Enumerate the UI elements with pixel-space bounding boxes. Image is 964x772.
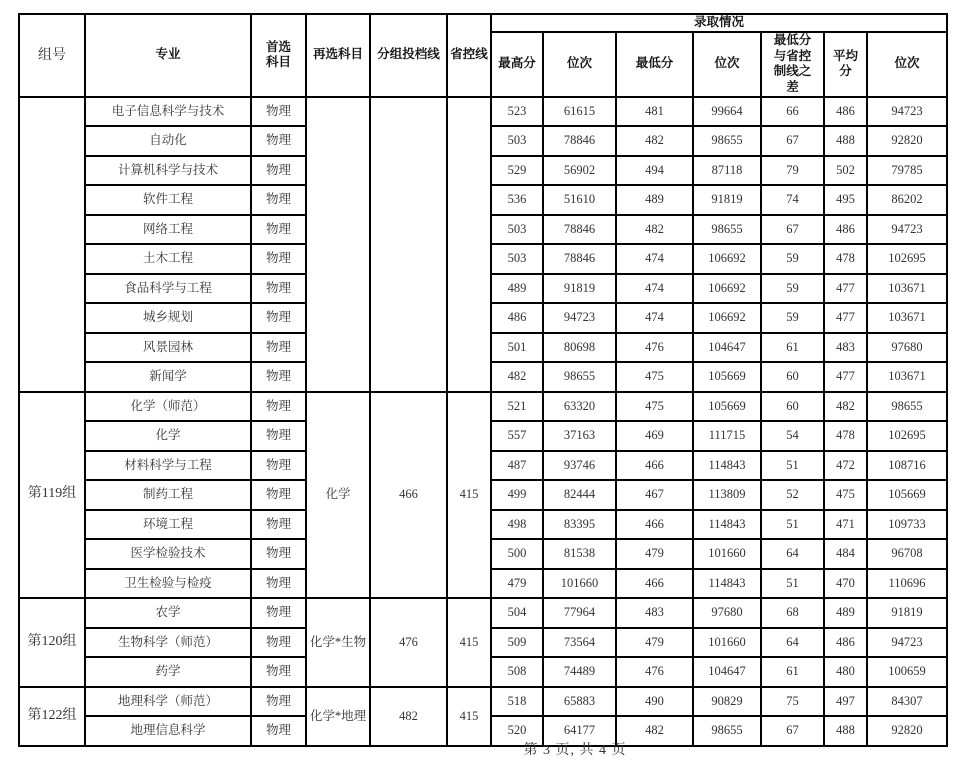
prov-line-cell: 415: [447, 598, 491, 687]
stat-cell: 105669: [693, 362, 761, 392]
stat-cell: 518: [491, 687, 543, 717]
table-row: [19, 687, 947, 717]
table-body: [19, 97, 947, 746]
stat-cell: 100659: [867, 657, 947, 687]
stat-cell: 478: [824, 244, 867, 274]
stat-cell: 500: [491, 539, 543, 569]
major-cell: 计算机科学与技术: [85, 156, 251, 186]
first-subject-cell: 物理: [251, 598, 306, 628]
stat-cell: 103671: [867, 362, 947, 392]
stat-cell: 536: [491, 185, 543, 215]
stat-cell: 488: [824, 126, 867, 156]
first-subject-cell: 物理: [251, 392, 306, 422]
stat-cell: 90829: [693, 687, 761, 717]
stat-cell: 105669: [693, 392, 761, 422]
group-no-cell: 第119组: [19, 392, 85, 599]
first-subject-cell: 物理: [251, 421, 306, 451]
stat-cell: 91819: [867, 598, 947, 628]
stat-cell: 97680: [693, 598, 761, 628]
stat-cell: 467: [616, 480, 693, 510]
group-line-cell: 482: [370, 687, 447, 746]
major-cell: 制药工程: [85, 480, 251, 510]
first-subject-cell: 物理: [251, 480, 306, 510]
stat-cell: 68: [761, 598, 824, 628]
stat-cell: 475: [824, 480, 867, 510]
first-subject-cell: 物理: [251, 97, 306, 127]
stat-cell: 113809: [693, 480, 761, 510]
first-subject-cell: 物理: [251, 274, 306, 304]
stat-cell: 60: [761, 392, 824, 422]
group-line-cell: 466: [370, 392, 447, 599]
stat-cell: 489: [616, 185, 693, 215]
first-subject-cell: 物理: [251, 215, 306, 245]
major-cell: 地理信息科学: [85, 716, 251, 746]
major-cell: 农学: [85, 598, 251, 628]
stat-cell: 504: [491, 598, 543, 628]
major-cell: 风景园林: [85, 333, 251, 363]
first-subject-cell: 物理: [251, 628, 306, 658]
stat-cell: 78846: [543, 126, 616, 156]
header-prov-line: 省控线: [447, 14, 491, 97]
stat-cell: 64177: [543, 716, 616, 746]
header-first-subject: 首选科目: [251, 14, 306, 97]
header-avg-rank: 位次: [867, 32, 947, 97]
stat-cell: 466: [616, 569, 693, 599]
stat-cell: 93746: [543, 451, 616, 481]
first-subject-cell: 物理: [251, 333, 306, 363]
stat-cell: 67: [761, 716, 824, 746]
major-cell: 土木工程: [85, 244, 251, 274]
stat-cell: 114843: [693, 451, 761, 481]
stat-cell: 476: [616, 657, 693, 687]
stat-cell: 51610: [543, 185, 616, 215]
stat-cell: 523: [491, 97, 543, 127]
major-cell: 卫生检验与检疫: [85, 569, 251, 599]
stat-cell: 104647: [693, 657, 761, 687]
stat-cell: 114843: [693, 510, 761, 540]
stat-cell: 474: [616, 244, 693, 274]
stat-cell: 508: [491, 657, 543, 687]
major-cell: 软件工程: [85, 185, 251, 215]
stat-cell: 109733: [867, 510, 947, 540]
stat-cell: 477: [824, 303, 867, 333]
stat-cell: 469: [616, 421, 693, 451]
stat-cell: 486: [824, 215, 867, 245]
stat-cell: 483: [616, 598, 693, 628]
stat-cell: 106692: [693, 244, 761, 274]
stat-cell: 64: [761, 628, 824, 658]
stat-cell: 486: [824, 97, 867, 127]
first-subject-cell: 物理: [251, 510, 306, 540]
stat-cell: 67: [761, 215, 824, 245]
prov-line-cell: 415: [447, 687, 491, 746]
stat-cell: 91819: [543, 274, 616, 304]
group-no-cell: 第122组: [19, 687, 85, 746]
stat-cell: 83395: [543, 510, 616, 540]
stat-cell: 482: [824, 392, 867, 422]
stat-cell: 482: [491, 362, 543, 392]
prov-line-cell: [447, 97, 491, 392]
stat-cell: 63320: [543, 392, 616, 422]
stat-cell: 498: [491, 510, 543, 540]
stat-cell: 101660: [693, 539, 761, 569]
stat-cell: 482: [616, 215, 693, 245]
stat-cell: 79785: [867, 156, 947, 186]
stat-cell: 65883: [543, 687, 616, 717]
table-header: [19, 14, 947, 97]
first-subject-cell: 物理: [251, 687, 306, 717]
first-subject-cell: 物理: [251, 539, 306, 569]
stat-cell: 529: [491, 156, 543, 186]
prov-line-cell: 415: [447, 392, 491, 599]
stat-cell: 98655: [543, 362, 616, 392]
stat-cell: 77964: [543, 598, 616, 628]
header-max-rank: 位次: [543, 32, 616, 97]
stat-cell: 94723: [867, 628, 947, 658]
stat-cell: 92820: [867, 126, 947, 156]
stat-cell: 110696: [867, 569, 947, 599]
stat-cell: 74489: [543, 657, 616, 687]
stat-cell: 486: [491, 303, 543, 333]
header-major: 专业: [85, 14, 251, 97]
stat-cell: 94723: [867, 97, 947, 127]
stat-cell: 489: [824, 598, 867, 628]
stat-cell: 94723: [543, 303, 616, 333]
stat-cell: 66: [761, 97, 824, 127]
stat-cell: 490: [616, 687, 693, 717]
major-cell: 化学: [85, 421, 251, 451]
stat-cell: 103671: [867, 303, 947, 333]
table-row: [19, 392, 947, 422]
stat-cell: 91819: [693, 185, 761, 215]
stat-cell: 52: [761, 480, 824, 510]
first-subject-cell: 物理: [251, 657, 306, 687]
major-cell: 环境工程: [85, 510, 251, 540]
major-cell: 药学: [85, 657, 251, 687]
stat-cell: 51: [761, 451, 824, 481]
major-cell: 自动化: [85, 126, 251, 156]
first-subject-cell: 物理: [251, 185, 306, 215]
table-row: [19, 97, 947, 127]
group-no-cell: [19, 97, 85, 392]
stat-cell: 61: [761, 333, 824, 363]
stat-cell: 56902: [543, 156, 616, 186]
stat-cell: 74: [761, 185, 824, 215]
stat-cell: 499: [491, 480, 543, 510]
stat-cell: 477: [824, 274, 867, 304]
stat-cell: 106692: [693, 303, 761, 333]
stat-cell: 472: [824, 451, 867, 481]
stat-cell: 80698: [543, 333, 616, 363]
stat-cell: 486: [824, 628, 867, 658]
stat-cell: 503: [491, 244, 543, 274]
first-subject-cell: 物理: [251, 569, 306, 599]
stat-cell: 479: [616, 539, 693, 569]
resel-subject-cell: 化学*生物: [306, 598, 370, 687]
stat-cell: 502: [824, 156, 867, 186]
stat-cell: 482: [616, 716, 693, 746]
resel-subject-cell: 化学: [306, 392, 370, 599]
first-subject-cell: 物理: [251, 303, 306, 333]
stat-cell: 59: [761, 303, 824, 333]
stat-cell: 114843: [693, 569, 761, 599]
stat-cell: 102695: [867, 244, 947, 274]
stat-cell: 111715: [693, 421, 761, 451]
header-min-rank: 位次: [693, 32, 761, 97]
stat-cell: 75: [761, 687, 824, 717]
stat-cell: 479: [616, 628, 693, 658]
resel-subject-cell: [306, 97, 370, 392]
stat-cell: 509: [491, 628, 543, 658]
first-subject-cell: 物理: [251, 362, 306, 392]
major-cell: 化学（师范）: [85, 392, 251, 422]
stat-cell: 106692: [693, 274, 761, 304]
header-min-score: 最低分: [616, 32, 693, 97]
stat-cell: 478: [824, 421, 867, 451]
stat-cell: 98655: [693, 716, 761, 746]
admission-score-table: [18, 13, 948, 747]
first-subject-cell: 物理: [251, 451, 306, 481]
stat-cell: 98655: [867, 392, 947, 422]
document-page: [0, 13, 964, 772]
stat-cell: 501: [491, 333, 543, 363]
stat-cell: 98655: [693, 126, 761, 156]
header-resel-subject: 再选科目: [306, 14, 370, 97]
major-cell: 地理科学（师范）: [85, 687, 251, 717]
stat-cell: 475: [616, 392, 693, 422]
stat-cell: 73564: [543, 628, 616, 658]
stat-cell: 64: [761, 539, 824, 569]
stat-cell: 495: [824, 185, 867, 215]
stat-cell: 51: [761, 569, 824, 599]
stat-cell: 482: [616, 126, 693, 156]
stat-cell: 54: [761, 421, 824, 451]
first-subject-cell: 物理: [251, 126, 306, 156]
header-diff: 最低分与省控制线之差: [761, 32, 824, 97]
stat-cell: 488: [824, 716, 867, 746]
first-subject-cell: 物理: [251, 156, 306, 186]
stat-cell: 98655: [693, 215, 761, 245]
stat-cell: 103671: [867, 274, 947, 304]
stat-cell: 61: [761, 657, 824, 687]
stat-cell: 86202: [867, 185, 947, 215]
major-cell: 生物科学（师范）: [85, 628, 251, 658]
stat-cell: 51: [761, 510, 824, 540]
stat-cell: 59: [761, 274, 824, 304]
stat-cell: 557: [491, 421, 543, 451]
stat-cell: 481: [616, 97, 693, 127]
group-line-cell: 476: [370, 598, 447, 687]
stat-cell: 474: [616, 303, 693, 333]
stat-cell: 105669: [867, 480, 947, 510]
stat-cell: 87118: [693, 156, 761, 186]
stat-cell: 489: [491, 274, 543, 304]
stat-cell: 477: [824, 362, 867, 392]
stat-cell: 101660: [543, 569, 616, 599]
stat-cell: 78846: [543, 215, 616, 245]
stat-cell: 483: [824, 333, 867, 363]
first-subject-cell: 物理: [251, 244, 306, 274]
header-max-score: 最高分: [491, 32, 543, 97]
stat-cell: 484: [824, 539, 867, 569]
stat-cell: 59: [761, 244, 824, 274]
stat-cell: 97680: [867, 333, 947, 363]
major-cell: 新闻学: [85, 362, 251, 392]
header-group-no: 组号: [19, 14, 85, 97]
header-row-top: [19, 14, 947, 32]
stat-cell: 104647: [693, 333, 761, 363]
stat-cell: 494: [616, 156, 693, 186]
stat-cell: 94723: [867, 215, 947, 245]
stat-cell: 503: [491, 215, 543, 245]
stat-cell: 503: [491, 126, 543, 156]
table-row: [19, 598, 947, 628]
major-cell: 医学检验技术: [85, 539, 251, 569]
stat-cell: 99664: [693, 97, 761, 127]
major-cell: 材料科学与工程: [85, 451, 251, 481]
major-cell: 城乡规划: [85, 303, 251, 333]
stat-cell: 60: [761, 362, 824, 392]
header-avg-score: 平均分: [824, 32, 867, 97]
stat-cell: 108716: [867, 451, 947, 481]
resel-subject-cell: 化学*地理: [306, 687, 370, 746]
stat-cell: 497: [824, 687, 867, 717]
group-line-cell: [370, 97, 447, 392]
stat-cell: 475: [616, 362, 693, 392]
page-footer: [0, 739, 964, 759]
stat-cell: 479: [491, 569, 543, 599]
stat-cell: 82444: [543, 480, 616, 510]
stat-cell: 520: [491, 716, 543, 746]
stat-cell: 79: [761, 156, 824, 186]
page-number-text: 第 3 页, 共 4 页: [523, 743, 627, 758]
stat-cell: 474: [616, 274, 693, 304]
stat-cell: 101660: [693, 628, 761, 658]
stat-cell: 81538: [543, 539, 616, 569]
stat-cell: 37163: [543, 421, 616, 451]
stat-cell: 476: [616, 333, 693, 363]
header-group-line: 分组投档线: [370, 14, 447, 97]
stat-cell: 102695: [867, 421, 947, 451]
group-no-cell: 第120组: [19, 598, 85, 687]
stat-cell: 466: [616, 510, 693, 540]
major-cell: 电子信息科学与技术: [85, 97, 251, 127]
stat-cell: 84307: [867, 687, 947, 717]
stat-cell: 61615: [543, 97, 616, 127]
stat-cell: 466: [616, 451, 693, 481]
major-cell: 食品科学与工程: [85, 274, 251, 304]
stat-cell: 471: [824, 510, 867, 540]
stat-cell: 521: [491, 392, 543, 422]
stat-cell: 96708: [867, 539, 947, 569]
stat-cell: 480: [824, 657, 867, 687]
stat-cell: 67: [761, 126, 824, 156]
stat-cell: 487: [491, 451, 543, 481]
stat-cell: 92820: [867, 716, 947, 746]
stat-cell: 470: [824, 569, 867, 599]
header-admission-span: 录取情况: [491, 14, 947, 32]
first-subject-cell: 物理: [251, 716, 306, 746]
stat-cell: 78846: [543, 244, 616, 274]
major-cell: 网络工程: [85, 215, 251, 245]
